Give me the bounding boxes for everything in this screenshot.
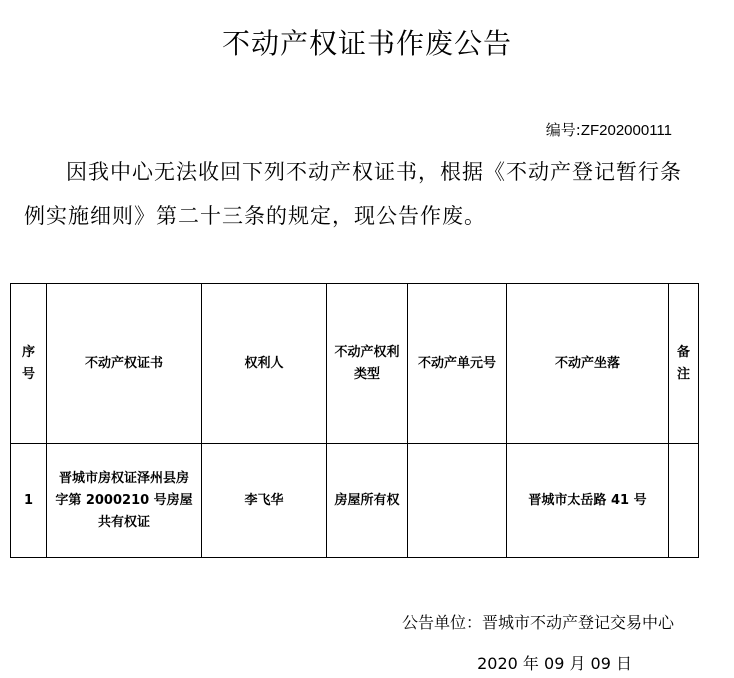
cell-right-type: 房屋所有权: [327, 444, 408, 558]
page-title: 不动产权证书作废公告: [221, 27, 512, 60]
header-certificate: 不动产权证书: [47, 284, 202, 444]
cell-unit-number: [408, 444, 507, 558]
header-right-type: 不动产权利类型: [327, 284, 408, 444]
doc-number: [546, 119, 672, 140]
cell-remark: [669, 444, 699, 558]
header-holder: 权利人: [202, 284, 327, 444]
issuing-unit: 公告单位：晋城市不动产登记交易中心: [401, 613, 674, 632]
table-row: [11, 444, 699, 558]
header-remark: 备注: [669, 284, 699, 444]
table-header-row: [11, 284, 699, 444]
header-index: 序号: [11, 284, 47, 444]
cell-index: 1: [11, 444, 47, 558]
intro-paragraph: 因我中心无法收回下列不动产权证书，根据《不动产登记暂行条例实施细则》第二十三条的规定，现公告作废。: [24, 160, 682, 228]
doc-number-label: 编号:: [545, 121, 581, 139]
cell-location: 晋城市太岳路 41 号: [507, 444, 669, 558]
certificate-table: [10, 283, 699, 558]
issue-date: 2020 年 09 月 09 日: [477, 654, 632, 673]
cell-holder: 李飞华: [202, 444, 327, 558]
header-location: 不动产坐落: [507, 284, 669, 444]
cell-certificate: 晋城市房权证泽州县房字第 2000210 号房屋共有权证: [47, 444, 202, 558]
header-unit-number: 不动产单元号: [408, 284, 507, 444]
doc-number-value: ZF202000111: [580, 122, 672, 139]
